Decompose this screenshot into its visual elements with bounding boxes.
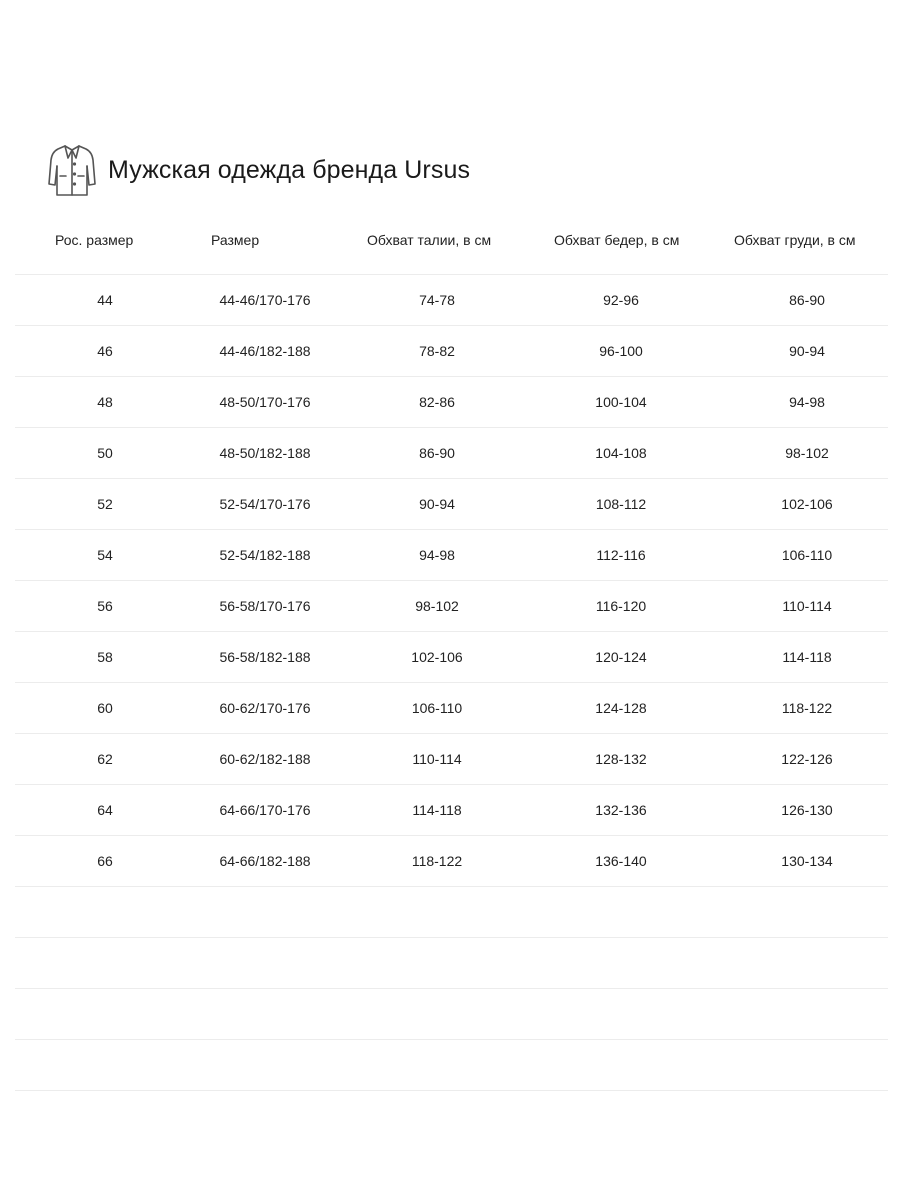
table-cell: 110-114 xyxy=(412,751,462,767)
table-cell: 74-78 xyxy=(419,292,455,308)
table-row xyxy=(15,530,888,581)
empty-row xyxy=(15,1040,888,1091)
table-cell: 64-66/170-176 xyxy=(219,802,311,818)
table-cell: 98-102 xyxy=(415,598,459,614)
table-cell: 98-102 xyxy=(785,445,829,461)
table-cell: 44-46/170-176 xyxy=(219,292,311,308)
column-header-ros-size: Рос. размер xyxy=(55,232,134,248)
table-cell: 82-86 xyxy=(419,394,455,410)
table-cell: 108-112 xyxy=(595,496,647,512)
table-cell: 126-130 xyxy=(781,802,833,818)
table-cell: 94-98 xyxy=(419,547,455,563)
table-cell: 94-98 xyxy=(789,394,825,410)
table-cell: 66 xyxy=(97,853,113,869)
table-row xyxy=(15,683,888,734)
table-cell: 48-50/170-176 xyxy=(219,394,311,410)
table-cell: 44-46/182-188 xyxy=(219,343,311,359)
table-cell: 60-62/182-188 xyxy=(219,751,311,767)
size-table xyxy=(15,210,888,1091)
table-cell: 104-108 xyxy=(595,445,647,461)
table-row xyxy=(15,836,888,887)
table-cell: 64 xyxy=(97,802,113,818)
table-cell: 60-62/170-176 xyxy=(219,700,311,716)
table-cell: 56 xyxy=(97,598,113,614)
table-row xyxy=(15,275,888,326)
table-cell: 52 xyxy=(97,496,113,512)
table-cell: 56-58/170-176 xyxy=(219,598,311,614)
table-cell: 92-96 xyxy=(603,292,639,308)
table-cell: 48 xyxy=(97,394,113,410)
table-cell: 106-110 xyxy=(411,700,463,716)
table-row xyxy=(15,377,888,428)
table-cell: 136-140 xyxy=(595,853,647,869)
table-row xyxy=(15,581,888,632)
table-cell: 112-116 xyxy=(596,547,646,563)
table-cell: 44 xyxy=(97,292,113,308)
coat-icon xyxy=(46,142,98,198)
table-cell: 100-104 xyxy=(595,394,647,410)
table-row xyxy=(15,632,888,683)
page-header xyxy=(46,140,470,200)
table-cell: 62 xyxy=(97,751,113,767)
column-header-size: Размер xyxy=(211,232,260,248)
table-cell: 116-120 xyxy=(595,598,647,614)
table-cell: 86-90 xyxy=(789,292,825,308)
table-cell: 102-106 xyxy=(411,649,463,665)
table-cell: 114-118 xyxy=(412,802,462,818)
table-cell: 122-126 xyxy=(781,751,833,767)
table-cell: 60 xyxy=(97,700,113,716)
table-body xyxy=(15,275,888,1091)
table-cell: 50 xyxy=(97,445,113,461)
empty-row xyxy=(15,887,888,938)
table-cell: 128-132 xyxy=(595,751,647,767)
table-row xyxy=(15,428,888,479)
table-cell: 64-66/182-188 xyxy=(219,853,311,869)
table-cell: 102-106 xyxy=(781,496,833,512)
table-cell: 58 xyxy=(97,649,113,665)
table-cell: 124-128 xyxy=(595,700,647,716)
table-cell: 130-134 xyxy=(781,853,833,869)
table-row xyxy=(15,326,888,377)
table-cell: 114-118 xyxy=(782,649,832,665)
table-cell: 90-94 xyxy=(419,496,455,512)
table-cell: 56-58/182-188 xyxy=(219,649,311,665)
table-cell: 96-100 xyxy=(599,343,643,359)
table-cell: 78-82 xyxy=(419,343,455,359)
table-cell: 90-94 xyxy=(789,343,825,359)
table-cell: 48-50/182-188 xyxy=(219,445,311,461)
table-row xyxy=(15,479,888,530)
table-cell: 52-54/182-188 xyxy=(219,547,311,563)
table-cell: 52-54/170-176 xyxy=(219,496,311,512)
page-title: Мужская одежда бренда Ursus xyxy=(108,155,471,184)
table-row xyxy=(15,734,888,785)
table-cell: 106-110 xyxy=(781,547,833,563)
table-cell: 120-124 xyxy=(595,649,647,665)
empty-row xyxy=(15,938,888,989)
table-header xyxy=(15,210,888,275)
table-cell: 110-114 xyxy=(782,598,832,614)
table-row xyxy=(15,785,888,836)
table-cell: 54 xyxy=(97,547,113,563)
column-header-waist: Обхват талии, в см xyxy=(367,232,492,248)
table-cell: 132-136 xyxy=(595,802,647,818)
table-cell: 118-122 xyxy=(411,853,463,869)
empty-row xyxy=(15,989,888,1040)
table-cell: 46 xyxy=(97,343,113,359)
table-cell: 86-90 xyxy=(419,445,455,461)
table-cell: 118-122 xyxy=(781,700,833,716)
column-header-hips: Обхват бедер, в см xyxy=(554,232,680,248)
column-header-chest: Обхват груди, в см xyxy=(734,232,856,248)
